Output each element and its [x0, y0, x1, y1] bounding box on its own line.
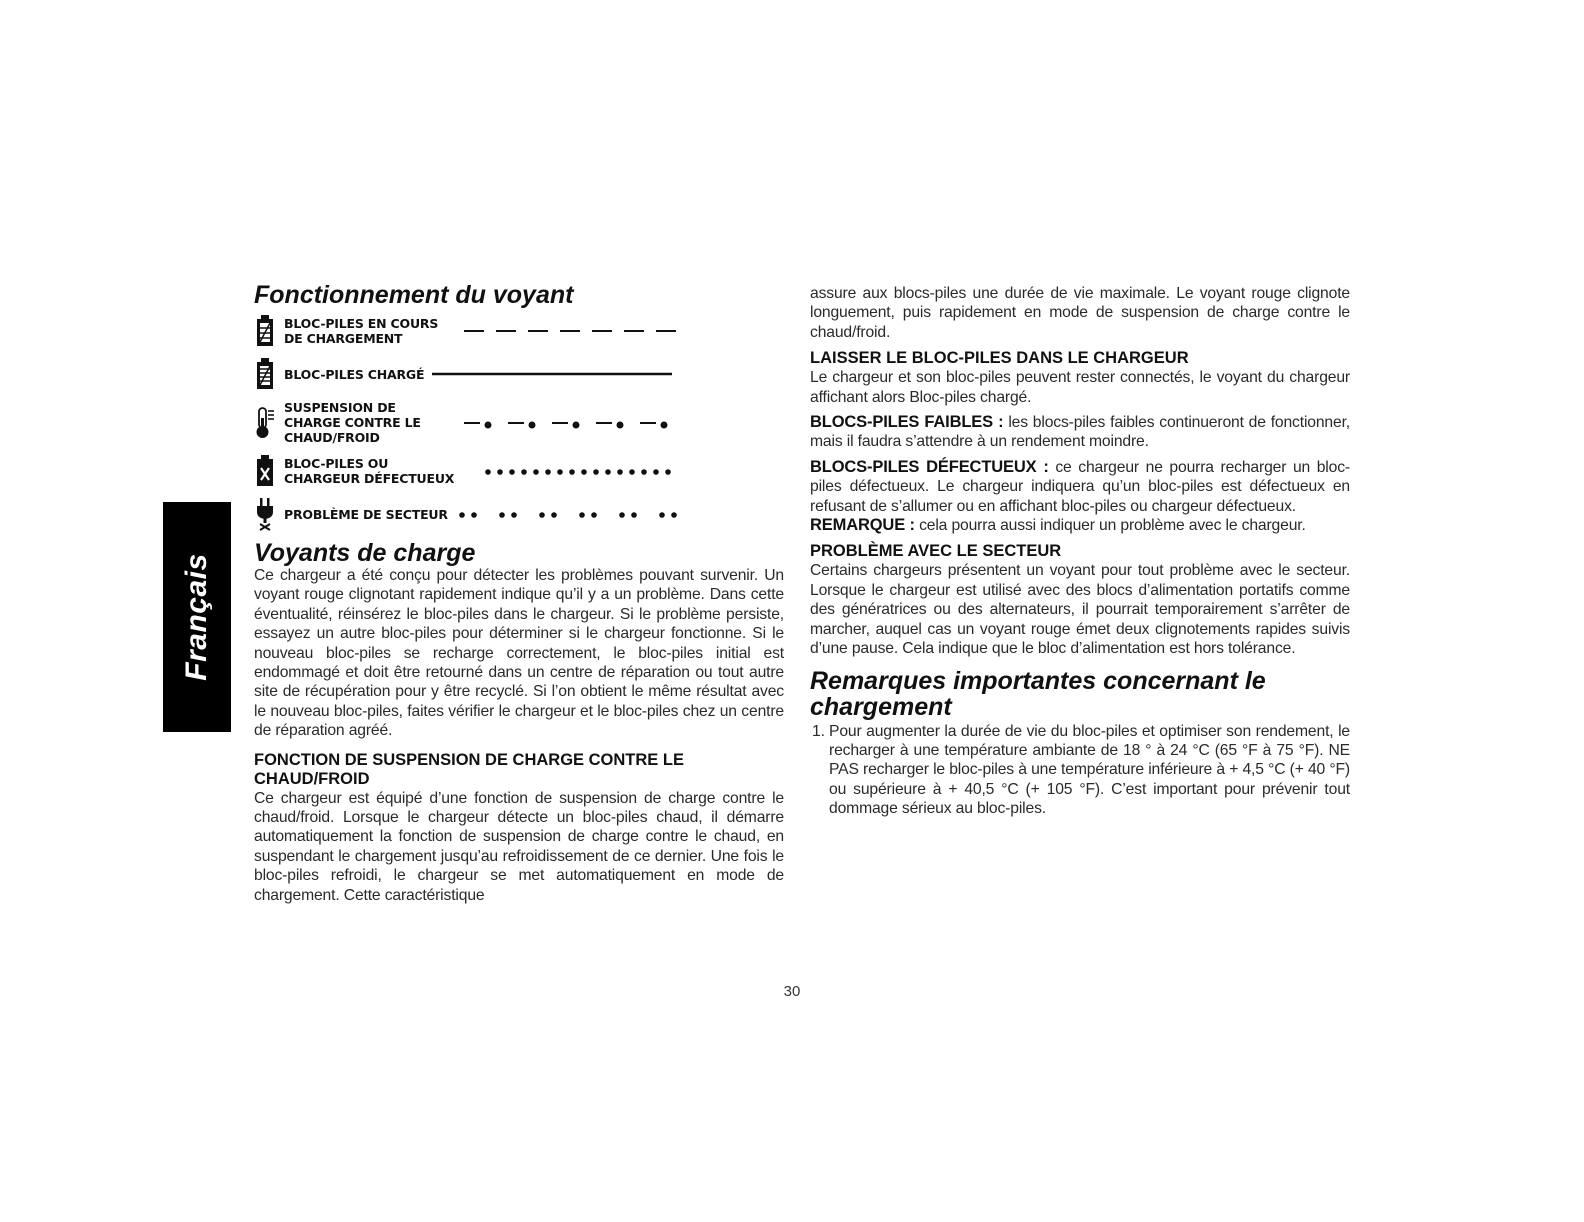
- paragraph-defective-packs: [810, 458, 1350, 516]
- pattern-double-dots: [456, 504, 784, 524]
- led-legend: [254, 314, 784, 531]
- power-plug-icon: [254, 497, 284, 531]
- defective-packs-text: ce chargeur ne pourra recharger un bloc-piles défectueux. Le chargeur indiquera qu’un bloc-piles est défectueux en refusant de s’allumer ou en affichant bloc-piles ou chargeur défectueux.: [810, 458, 1350, 515]
- legend-label: PROBLÈME DE SECTEUR: [284, 506, 448, 522]
- battery-charging-icon: [254, 314, 284, 348]
- paragraph-note: [810, 516, 1350, 535]
- legend-label: BLOC-PILES OU CHARGEUR DÉFECTUEUX: [284, 456, 455, 486]
- subheading-mains-problem: PROBLÈME AVEC LE SECTEUR: [810, 542, 1062, 561]
- paragraph-weak-packs: [810, 413, 1350, 452]
- note-text: cela pourra aussi indiquer un problème avec le chargeur.: [919, 517, 1306, 535]
- heading-light-operation: Fonctionnement du voyant: [254, 281, 574, 309]
- legend-row-charged: [254, 357, 784, 391]
- legend-label: SUSPENSION DE CHARGE CONTRE LE CHAUD/FROID: [284, 400, 421, 445]
- paragraph-leave-pack: Le chargeur et son bloc-piles peuvent rester connectés, le voyant du chargeur affichant alors Bloc-piles chargé.: [810, 369, 1350, 406]
- legend-label: BLOC-PILES CHARGÉ: [284, 366, 425, 382]
- paragraph-hot-cold-delay: Ce chargeur est équipé d’une fonction de suspension de charge contre le chaud/froid. Lorsque le chargeur détecte un bloc-piles chaud, il démarre automatiquement la fonction de suspension de charge contre le chaud, en suspendant le chargement jusqu’au refroidissement de ce dernier. Une fois le bloc-piles refroidi, le chargeur se met automatiquement en mode de chargement. Cette caractéristique: [254, 789, 784, 904]
- pattern-rapid-dots: [464, 461, 784, 481]
- thermometer-icon: [254, 406, 284, 440]
- language-side-tab: [163, 502, 231, 732]
- pattern-long-dashes: [464, 321, 784, 341]
- weak-packs-label: BLOCS-PILES FAIBLES :: [810, 413, 1004, 432]
- legend-row-charging: [254, 314, 784, 348]
- legend-row-mains: [254, 497, 784, 531]
- paragraph-continued: assure aux blocs-piles une durée de vie maximale. Le voyant rouge clignote longuement, puis rapidement en mode de suspension de charge contre le chaud/froid.: [810, 285, 1350, 341]
- subheading-hot-cold-delay: FONCTION DE SUSPENSION DE CHARGE CONTRE LE CHAUD/FROID: [254, 750, 684, 788]
- pattern-solid-line: [432, 364, 784, 384]
- subheading-leave-pack: LAISSER LE BLOC-PILES DANS LE CHARGEUR: [810, 349, 1189, 368]
- battery-defective-icon: [254, 454, 284, 488]
- important-notes-list: [810, 722, 1350, 819]
- heading-important-notes: Remarques importantes concernant le chargement: [810, 666, 1266, 721]
- language-tab-label: Français: [180, 553, 213, 681]
- battery-charged-icon: [254, 357, 284, 391]
- paragraph-mains-problem: Certains chargeurs présentent un voyant pour tout problème avec le secteur. Lorsque le chargeur est utilisé avec des blocs d’alimentation portatifs comme des génératrices ou des alternateurs, il pourrait temporairement s’arrêter de marcher, auquel cas un voyant rouge émet deux clignotements rapides suivis d’une pause. Cela indique que le bloc d’alimentation est hors tolérance.: [810, 562, 1350, 658]
- legend-row-hot-cold: [254, 400, 784, 445]
- heading-charge-lights: Voyants de charge: [254, 539, 476, 567]
- pattern-dash-dot: [464, 413, 784, 433]
- paragraph-charge-lights: Ce chargeur a été conçu pour détecter les problèmes pouvant survenir. Un voyant rouge clignotant rapidement indique qu’il y a un problème. Dans cette éventualité, réinsérez le bloc-piles dans le chargeur. Si le problème persiste, essayez un autre bloc-piles pour déterminer si le chargeur fonctionne. Si le nouveau bloc-piles se recharge correctement, le bloc-piles initial est endommagé et doit être retourné dans un centre de réparation ou tout autre site de récupération pour y être recyclé. Si l’on obtient le même résultat avec le nouveau bloc-piles, faites vérifier le chargeur et le bloc-piles chez un centre de réparation agréé.: [254, 567, 784, 740]
- legend-label: BLOC-PILES EN COURS DE CHARGEMENT: [284, 316, 439, 346]
- defective-packs-label: BLOCS-PILES DÉFECTUEUX :: [810, 457, 1049, 476]
- weak-packs-text: les blocs-piles faibles continueront de fonctionner, mais il faudra s’attendre à un rendement moindre.: [810, 414, 1350, 451]
- right-column: [810, 284, 1350, 819]
- list-item: 1. Pour augmenter la durée de vie du bloc-piles et optimiser son rendement, le recharger à une température ambiante de 18 ° à 24 °C (65 °F à 75 °F). NE PAS recharger le bloc-piles à une température inférieure à + 4,5 °C (+ 40 °F) ou supérieure à + 40,5 °C (+ 105 °F). C’est important pour prévenir tout dommage sérieux au bloc-piles.: [829, 722, 1350, 819]
- page-number: 30: [783, 983, 801, 1000]
- left-column: [254, 282, 784, 905]
- note-label: REMARQUE :: [810, 516, 915, 535]
- legend-row-defective: [254, 454, 784, 488]
